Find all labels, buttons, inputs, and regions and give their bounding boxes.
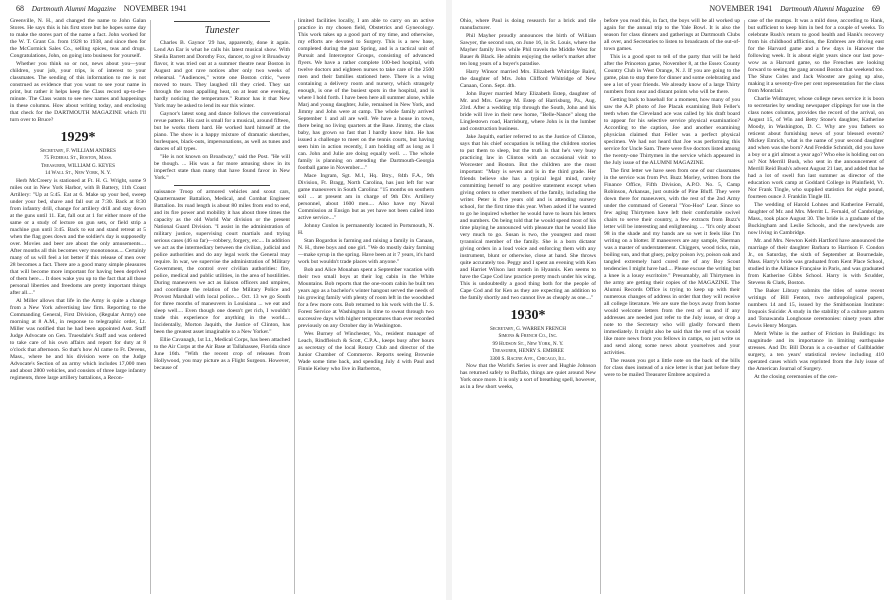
paragraph: Jake Jaquith, earlier referred to as the Justice of Clinton, says that his chief occupation is telling the children stories to put them to sleep, but the truth is that he's very busy practicing law in Clinton with an occasional visit to Worcester and Boston. But the children are the most important: "Mary is seven and is in the third grade. Her friends believe she has a typical legal mind, rarely committing herself to any positive statement except when giving orders to other members of the family, including the writer. Peter is five years old and is attending nursery school, for the first time this year. When asked if he wanted to go he inquired whether he would have to learn his letters and numbers. On being told that he would spend most of his time playing he announced with pleasure that he would like very much to go. Susan is two, the youngest and most tyrannical member of the family. She is a born dictator giving orders in a loud voice and enforcing them with any instrument, blunt or otherwise, close at hand. She throws quite accurately too. Peggy and I spent an evening with Ken and Harriet Wilson last month in Hyannis. Ken seems to have the Cape Cod law practice pretty much under his wing. This is undoubtedly a good thing both for the people of Cape Cod and for Ken as they are expecting an addition to the family shortly and two cannot live as cheaply as one...." [460,134,596,301]
paragraph: Harry Winsor married Mrs. Elizabeth Whitridge Baird, the daughter of Mrs. John Clifford Whitridge of New Canaan, Conn. Sept. 4th. [460,69,596,89]
left-column-3 [298,18,434,596]
right-running-title: Dartmouth Alumni Magazine [780,5,865,13]
paragraph: Mr. and Mrs. Newton Keith Hartford have announced the marriage of their daughter Barbara to Harrison F. Condon Jr., on Saturday, the sixth of September at Bournedale, Mass. Harry's bride was graduated from Kent Place School, studied in the Alliance Française in Paris, and was graduated from Katherine Gibbs School. Harry is with Scudder, Stevens & Clark, Boston. [748,238,884,286]
left-running-head [10,4,193,13]
secretary-company: Simons & French Co., Inc. [498,333,558,340]
left-page [0,0,446,600]
paragraph: John Bayer married Mary Elizabeth Estep, daughter of Mr. and Mrs. George M. Estep of Harrisburg, Pa., Aug. 23rd. After a wedding trip through the South, John and his bride will live in their new home, "Belle-Nance" along the Linglestown road, Harrisburg, where John is in the lumber and construction business. [460,91,596,132]
column-rule [150,20,151,594]
paragraph: The Baker Library submits the titles of some recent writings of Bill Fenton, two anthropological papers, numbers 14 and 15, issued by the Smithsonian Institute: Iroquois Suicide: A study in the stability of a culture pattern and Tonawanda Longhouse ceremonies: ninety years after Lewis Henry Morgan. [748,288,884,329]
left-column-1 [10,18,146,596]
secretary-line: Secretary, G. WARREN FRENCH [490,326,566,332]
secretary-address: 75 Federal St., Boston, Mass. [43,155,113,162]
box-rule-top [174,21,270,22]
right-column-3 [748,18,884,596]
right-issue-date: NOVEMBER 1941 [709,4,773,13]
paragraph: Gaynor's latest song and dance follows the conventional revue pattern. His cast is small for a musical, around fifteen, but he works them hard. He worked hard himself at the piano. The show is a happy mixture of dramatic sketches, burlesques, black-outs, impersonations, as well as tunes and dances of all types. [154,111,290,152]
sidebar-title: Tunester [204,25,240,36]
paragraph: Getting back to baseball for a moment, how many of you saw the A.P. photo of Joe Placak examining Bob Feller's teeth when the Cleveland ace was called by his draft board to appear for his selective service physical examination? According to the caption, Joe and another examining physician claimed that Feller was a perfect physical specimen. We had not heard that Joe was performing this service for Uncle Sam. There were five doctors listed among the twenty-one Thirtymen in the service which appeared in the July issue of the ALUMNI MAGAZINE. [604,97,740,166]
paragraph: "He is not known on Broadway," said the Post. "He will be though. ... His was a far more amusing show in its imperfect state than many that have found favor in New York." [154,154,290,181]
paragraph: Now that the World's Series is over and Hughie Johnson has returned safely to Buffalo, things are quiet around New York once more. It is only a sort of breathing spell, however, as in a few short weeks, [460,363,596,391]
paragraph: Johnny Conlon is permanently located in Portsmouth, N. H. [298,223,434,236]
paragraph: case of the mumps. It was a mild dose, according to Hank, but sufficient to keep him in bed for a couple of weeks. To celebrate Rush's return to good health and Hank's recovery from his childhood affliction, the Embrees are driving east for the Harvard game and a few days in Hanover the following week. It is about eight years since our last pow-wow as a Harvard game, so the Frenches are looking forward to seeing the gang around Boston that weekend too. The Shaw Coles and Jack Wooster are going up also, making it a seventy-five per cent representation for the class from Montclair. [748,18,884,94]
paragraph: Charles B. Gaynor '29 has, apparently, done it again. Lend An Ear is what he calls his latest musical show. With Sheila Barrett and Dorothy Fox, dancer, to give it Broadway flavor, it was tried out at a summer theatre near Boston in August and got rave notices after only two weeks of rehearsal. "Audiences," wrote one Boston critic, "were moved to tears. They laughed till they cried. They sat through the most appalling heat, on at least one evening, hardly noticing the temperature." Rumor has it that New York may be asked to lend its ear this winter. [154,40,290,109]
paragraph: Merit White is the author of Friction in Buildings: its magnitude and its importance in limiting earthquake stresses. And Dr. Bill Doran is a co-author of Gallbladder surgery, a ten years' statistical review including 410 operated cases which was reprinted from the July issue of the American Journal of Surgery. [748,331,884,372]
class-year-heading: 1930* [510,308,546,323]
column-rule [294,20,295,594]
paragraph: Ellie Cavanagh, 1st Lt., Medical Corps, has been attached to the Air Corps at the Air Base at Tallahassee, Florida since June 16th. "With the recent crop of releases from Hollywood, you may picture as a Flight Surgeon. However, because of [154,337,290,371]
treasurer-line: Treasurer, HENRY S. EMBREE [492,348,564,355]
box-rule-bottom [174,185,270,186]
paragraph: Ohio, where Paul is doing research for a brick and tile manufacturer. [460,18,596,31]
paragraph: The wedding of Harold Lohnes and Katherine Fernald, daughter of Mr. and Mrs. Merritt L. Fernald, of Cambridge, Mass., took place August 30. The bride is a graduate of the Buckingham and Leslie Schools, and the newlyweds are now living in Cambridge. [748,202,884,236]
paragraph: Phil Mayher proudly announces the birth of William Sawyer, the second son, on June 16, in St. Louis, where the Mayher family lives while Phil travels the Middle West for Bauer & Black. He admits enjoying the seller's market after ten long years of a buyer's paradise. [460,33,596,67]
right-running-head [703,4,886,13]
column-rule [600,20,601,594]
left-column-2 [154,18,290,596]
left-running-title: Dartmouth Alumni Magazine [31,5,116,13]
paragraph: The first letter we have seen from one of our classmates in the service was from Pvt. Buzz Morley, written from the Finance Office, Fifth Division, A.P.O. No. 5, Camp Robinson, Arkansas, just outside of Pine Bluff. They were down there for maneuvers, with the rest of the 2nd Army under the command of General "Yoo-Hoo" Lear. Since so few aging Thirtymen have left their comfortable swivel chairs to serve their country, a few extracts from Buzz's letter will be interesting and enlightening. ... "It's only about 98 in the shade and my hands are so wet it feels like I'm writing on a blotter. If maneuvers are any sample, Sherman was a master of understatement. Chiggers, wood ticks, rain, boiling sun, and that gluey, pulpy poison ivy, poison oak and tangled extremely hard cured me of any Boy Scout tendencies I might have had.... Please excuse the writing but a knee is a lousy escritoire." Presumably, all Thirtymen in the army are getting their copies of the MAGAZINE. The Alumni Records Office is trying to keep up with their numerous changes of address in order that they will receive all college literature. We are sure the boys away from home would welcome letters from the rest of us and if any addresses are needed just refer to the July issue, or drop a note to the Secretary who will gladly forward them immediately. It might also be said that the rest of us would like more news from you fellows in camps, so just write us and send along some news about yourselves and your activities. [604,168,740,356]
paragraph: At the closing ceremonies of the cen- [754,374,838,380]
secretary-line: Secretary, F. WILLIAM ANDRES [40,148,116,154]
paragraph: The reason you got a little note on the back of the bills for class dues instead of a nice letter is that just before they were to be mailed Treasurer Embree acquired a [604,358,740,378]
right-page-number: 69 [872,4,880,13]
paragraph: Mace Ingram, Sgt. M.1, Hq. Btry., 84th F.A., 9th Division, Ft. Bragg, North Carolina, has just left for war game maneuvers in South Carolina: "15 months on southern soil ... at present am in charge of 9th Div. Artillery personnel, about 1600 men.... Also have my Naval Commission at Ensign but as yet have not been called into active service...." [298,173,434,221]
treasurer-line: Treasurer, WILLIAM G. KEYES [41,162,115,169]
treasurer-address: 14 Wall St., New York, N. Y. [45,170,111,177]
left-page-number: 68 [16,4,24,13]
paragraph: naissance Troop of armored vehicles and scout cars, Quartermaster Battalion, Medical, and Combat Engineer Battalion. Its road length is about 80 miles from end to end, and its fire power and mobility it has about three times the capacity as the old World War division or the present National Guard Division. "I assist in the administration of military justice, supervising court martials and trying serious cases (46 so far)—robbery, forgery, etc.... In addition we act as the intermediary between the civilian, judicial and police authorities and do any legal work the General may require. In war, we supervise the administration of Military Government, the control over civilian authorities: fire, police, medical and public utilities, in the area of hostilities. During maneuvers we act as liaison officers and umpires, and coordinate the relation of the Military Police and Provost Marshall with local police.... Oct. 13 we go South for three months of maneuvers in Louisiana ... we eat and sleep well.... Even though one doesn't get rich, I wouldn't trade this experience for anything in the world.... Incidentally, Morton Jaquith, the Justice of Clinton, has been the greatest asset imaginable to a New Yorker." [154,189,290,335]
right-page [452,0,896,600]
left-issue-date: NOVEMBER 1941 [123,4,187,13]
paragraph: Herb McCreery is stationed at Ft. H. G. Wright, some 9 miles out in New York Harbor, with B Battery, 11th Coast Artillery: "Up at 5:45. Eat at 6. Make up your bed, sweep under your bed, shave and fall out at 7:30. Back at 8:30 from infantry drill, change for artillery drill and stay down at the guns until 11. Eat, fall out at 1 for either more of the same or a study of lecture on gun sets, or field strip a machine gun until 3:45. Back to eat and stand retreat at 5 when the flag goes down and the soldier's day is supposedly over. Movies and beer are about the only amusements.... After months all this becomes very monotonous.... Certainly many of us will feel a lot better if this release of men over 28 becomes a fact. There are a good many simple pleasures that will become more important for having been deprived of them here.... It does wake you up to the fact that all those personal liberties and freedoms are pretty important things after all...." [10,177,146,296]
paragraph: Wes Burney of Winchester, Va., resident manager of Leach, Rindfleisch & Scott, C.P.A., keeps busy after hours as secretary of the local Rotary Club and director of the Junior Chamber of Commerce. Reports seeing Brownie Wade some time back, and spending July 4 with Paul and Finnie Kelsey who live in Barberton, [298,331,434,372]
paragraph: before you read this, in fact, the boys will be all worked up again for the annual trip to the Yale Bowl. It is also the season for class dinners and gatherings at Dartmouth Clubs all over, and Secretaries to listen to broadcasts of the out-of-town games. [604,18,740,52]
paragraph: limited facilities locally, I am able to carry on an active practice in my chosen field, Obstetrics and Gynecology. This work takes up a good part of my time, and otherwise, my efforts are devoted to Surgery. This is a new base, completed during the past Spring, and is a tactical unit of Pursuit and Interceptor Groups, consisting of advanced flyers. We have a rather complete 100-bed hospital, with twelve doctors and eighteen nurses to take care of the 2500 men and their families stationed here. There is a wing containing a delivery room and nursery, which strangely enough, is one of the busiest spots in the hospital, and is where I hold forth. I have been here all summer alone, while Marj and young daughter, Julie, remained in New York, and Jimmy and John were at camp. The whole family arrived September 1 and all are well. We have a house in town, there being no living quarters at the Base. Jimmy, the class baby, has grown so fast that I hardly know him. He has issued a challenge to meet on the tennis courts, but having seen him in action recently, I am holding off as long as I can. John and Julie are doing equally well. ... The whole family is planning on attending the Dartmouth-Georgia football game in November...." [298,18,434,171]
right-column-2 [604,18,740,596]
paragraph: Stan Bogardus is farming and raising a family in Canaan, N. H., three boys and one girl. "We do mostly dairy farming—make syrup in the spring. Have been at it 7 years, it's hard work but wouldn't trade places with anyone." [298,238,434,265]
right-column-1 [460,18,596,596]
paragraph: Al Miller allows that life in the Army is quite a change from a New York advertising law firm. Reporting to the Commanding General, First Division, (Regular Army) one morning at 8 A.M., in response to telegraphic order, Lt. Miller was notified that he had been appointed Asst. Staff Judge Advocate on Gen. Truesdale's Staff and was ordered to take care of his own affairs and report for duty at 8 o'clock that afternoon. So that's how Al came to Ft. Devens, Mass., where he and his division were on the Judge Advocate's Section of an army which includes 17,000 men and about 2800 vehicles, and consists of three large infantry regiments, three large artillery battalions, a Recon- [10,297,146,381]
paragraph: Greenville, N. H., and changed the name to John Galan Stores. He says this is his first store but he hopes some day to make the stores part of the name a fact. John worked for the W. T. Grant Co. from 1928 to 1938, and since then for the McCormick Sales Co., selling spices, teas and drugs. Congratulations, John, on going into business for yourself. [10,18,146,59]
column-rule [744,20,745,594]
paragraph: Charlie Widmayer, whose college news service it is boon to secretaries by sending newspaper clippings for use in the class notes columns, provides the record of the arrival, on August 15, of Win and Betty Stone's daughter, Katherine Moody, in Washington, D. C. Why are you fathers so reticent about furnishing news of your blessed events? Mickey Emrich, what is the name of your second daughter and when was she born? And Freddie Schmidt, did you have a boy or a girl almost a year ago? Who else is holding out on us? Not Merrill Bush, who sent in the announcement of Merrill Reid Bush's advent August 21 last, and added that he had a lot of swell fun last summer as director of the education work camp at Goddard College in Plainfield, Vt. Nor Frank Tingle, who supplied statistics for eight pound, fourteen ounce J. Franklin Tingle III. [748,96,884,200]
secretary-address: 99 Hudson St., New York, N. Y. [492,340,564,347]
treasurer-address: 3300 S. Racine Ave., Chicago, Ill. [489,355,567,362]
paragraph: Whether you think so or not, news about you—your children, your job, your trips, is of interest to your classmates. The sending of this information to me is not construed as evidence that you want to see your name in print, but rather it helps keep the Class record up-to-the-minute. The Class wants to see new names and happenings in these columns. How about writing today, and enclosing that check for the DARTMOUTH MAGAZINE which I'll turn over to Bruce? [10,61,146,123]
class-year-heading: 1929* [60,130,96,145]
paragraph: This is a good spot to tell of the party that will be held after the Princeton game, November 8, at the Essex County Country Club in West Orange, N. J. If you are going to the game, plan to stop there for dinner and some celebrating and see a lot of your friends. We already know of a large Thirty numbers from near and distant points who will be there. [604,54,740,95]
paragraph: Bob and Alice Monahan spent a September vacation with their two small boys at their log cabin in the White Mountains. Bob reports that the one-room cabin he built ten years ago as a bachelor's winter hangout served the needs of his growing family with plenty of room left in the woodshed for a few more cots. Bob returned to his work with the U. S. Forest Service at Washington in time to sweat through two successive days with higher temperatures than ever recorded previously on any October day in Washington. [298,267,434,329]
